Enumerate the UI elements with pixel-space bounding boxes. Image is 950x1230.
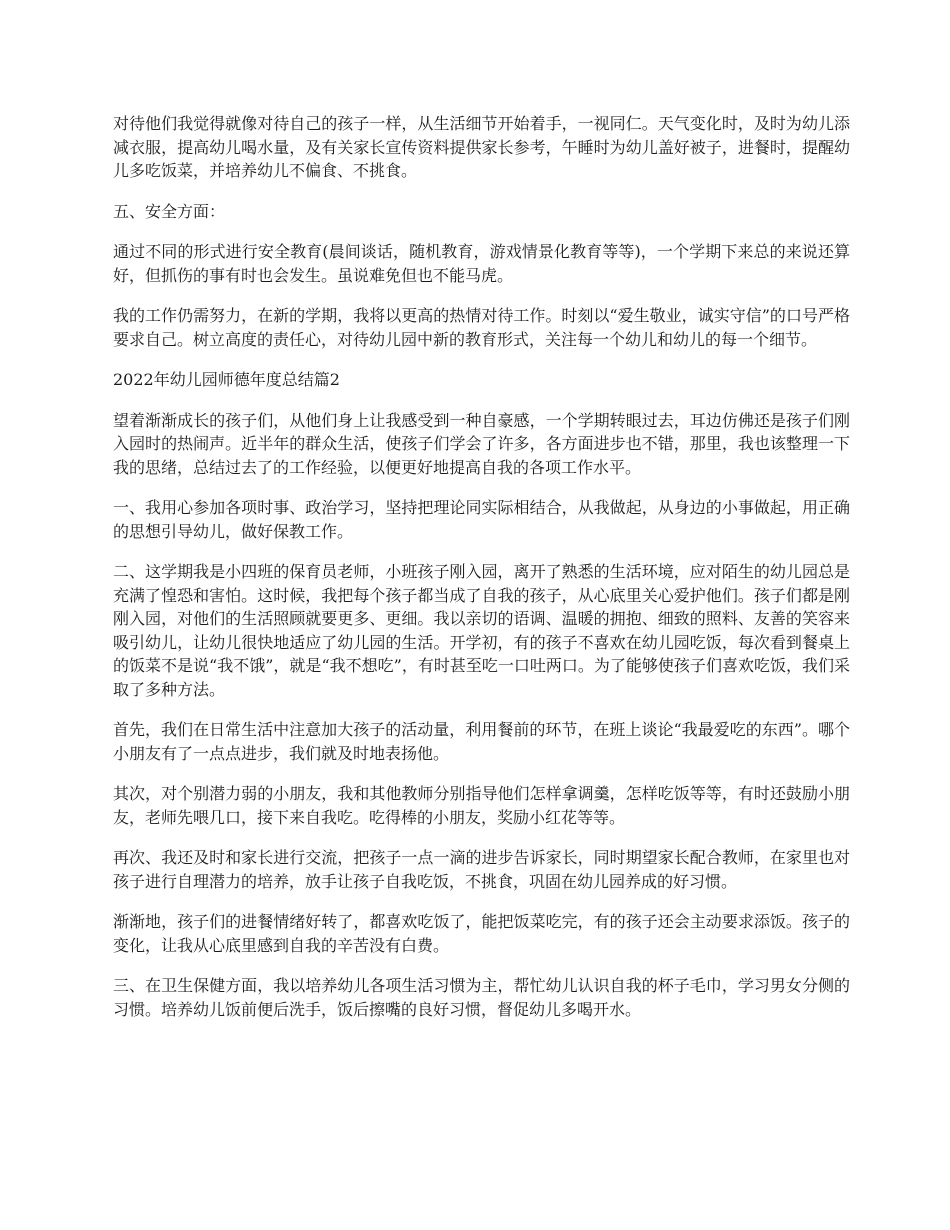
paragraph-results: 渐渐地，孩子们的进餐情绪好转了，都喜欢吃饭了，能把饭菜吃完，有的孩子还会主动要求添饭。孩子的变化，让我从心底里感到自我的辛苦没有白费。 bbox=[113, 912, 850, 955]
paragraph-work-commitment: 我的工作仍需努力，在新的学期，我将以更高的热情对待工作。时刻以“爱生敬业，诚实守信”的口号严格要求自己。树立高度的责任心，对待幼儿园中新的教育形式，关注每一个幼儿和幼儿的每一个细节。 bbox=[113, 306, 850, 349]
paragraph-third-method: 再次、我还及时和家长进行交流，把孩子一点一滴的进步告诉家长，同时期望家长配合教师，在家里也对孩子进行自理潜力的培养，放手让孩子自我吃饭，不挑食，巩固在幼儿园养成的好习惯。 bbox=[113, 848, 850, 891]
article-title-part-2: 2022年幼儿园师德年度总结篇2 bbox=[113, 370, 340, 389]
section-heading-safety: 五、安全方面： bbox=[113, 201, 226, 221]
paragraph-political-study: 一、我用心参加各项时事、政治学习，坚持把理论同实际相结合，从我做起，从身边的小事做起，用正确的思想引导幼儿，做好保教工作。 bbox=[113, 498, 850, 541]
paragraph-class-care: 二、这学期我是小四班的保育员老师，小班孩子刚入园，离开了熟悉的生活环境，应对陌生的幼儿园总是充满了惶恐和害怕。这时候，我把每个孩子都当成了自我的孩子，从心底里关心爱护他们。孩子们都是刚刚入园，对他们的生活照顾就要更多、更细。我以亲切的语调、温暖的拥抱、细致的照料、友善的笑容来吸引幼儿，让幼儿很快地适应了幼儿园的生活。开学初，有的孩子不喜欢在幼儿园吃饭，每次看到餐桌上的饭菜不是说“我不饿”，就是“我不想吃”，有时甚至吃一口吐两口。为了能够使孩子们喜欢吃饭，我们采取了多种方法。 bbox=[113, 562, 850, 699]
paragraph-daily-care: 对待他们我觉得就像对待自己的孩子一样，从生活细节开始着手，一视同仁。天气变化时，及时为幼儿添减衣服，提高幼儿喝水量，及有关家长宣传资料提供家长参考，午睡时为幼儿盖好被子，进餐时，提醒幼儿多吃饭菜，并培养幼儿不偏食、不挑食。 bbox=[113, 114, 850, 180]
paragraph-safety-education: 通过不同的形式进行安全教育(晨间谈话，随机教育，游戏情景化教育等等)，一个学期下来总的来说还算好，但抓伤的事有时也会发生。虽说难免但也不能马虎。 bbox=[113, 242, 850, 285]
paragraph-first-method: 首先，我们在日常生活中注意加大孩子的活动量，利用餐前的环节，在班上谈论“我最爱吃的东西”。哪个小朋友有了一点点进步，我们就及时地表扬他。 bbox=[113, 720, 850, 763]
paragraph-second-method: 其次，对个别潜力弱的小朋友，我和其他教师分别指导他们怎样拿调羹，怎样吃饭等等，有时还鼓励小朋友，老师先喂几口，接下来自我吃。吃得棒的小朋友，奖励小红花等等。 bbox=[113, 784, 850, 827]
paragraph-hygiene: 三、在卫生保健方面，我以培养幼儿各项生活习惯为主，帮忙幼儿认识自我的杯子毛巾，学习男女分侧的习惯。培养幼儿饭前便后洗手，饭后擦嘴的良好习惯，督促幼儿多喝开水。 bbox=[113, 976, 850, 1019]
document-body bbox=[113, 112, 850, 1038]
paragraph-introduction: 望着渐渐成长的孩子们，从他们身上让我感受到一种自豪感，一个学期转眼过去，耳边仿佛还是孩子们刚入园时的热闹声。近半年的群众生活，使孩子们学会了许多，各方面进步也不错，那里，我也该整理一下我的思绪，总结过去了的工作经验，以便更好地提高自我的各项工作水平。 bbox=[113, 410, 850, 477]
